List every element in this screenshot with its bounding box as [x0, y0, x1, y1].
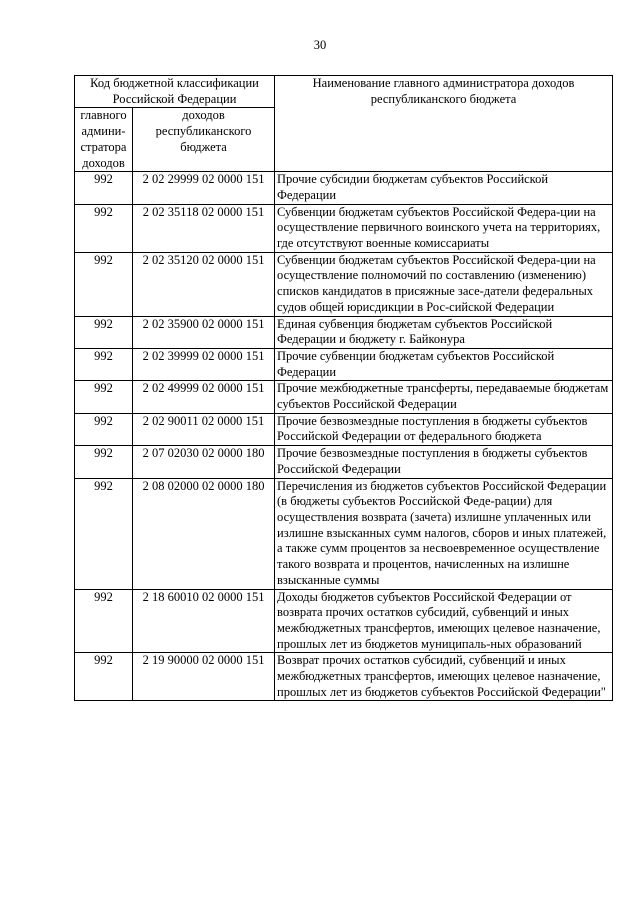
table-body	[75, 172, 613, 701]
cell-revenue-code: 2 02 39999 02 0000 151	[133, 348, 275, 380]
table-row	[75, 252, 613, 316]
table-header-row	[75, 76, 613, 108]
header-main-administrator: главного админи-стратора доходов	[75, 108, 133, 172]
cell-revenue-code: 2 02 90011 02 0000 151	[133, 413, 275, 445]
cell-revenue-code: 2 19 90000 02 0000 151	[133, 653, 275, 701]
cell-revenue-code: 2 02 35900 02 0000 151	[133, 316, 275, 348]
cell-revenue-name: Субвенции бюджетам субъектов Российской Федера-ции на осуществление первичного воинского учета на территориях, где отсутствуют военные комиссариаты	[275, 204, 613, 252]
cell-admin-code: 992	[75, 653, 133, 701]
table-header	[75, 76, 613, 172]
cell-admin-code: 992	[75, 589, 133, 653]
cell-revenue-code: 2 02 35120 02 0000 151	[133, 252, 275, 316]
header-administrator-name: Наименование главного администратора доходов республиканского бюджета	[275, 76, 613, 172]
cell-revenue-name: Прочие безвозмездные поступления в бюджеты субъектов Российской Федерации	[275, 446, 613, 478]
table-row	[75, 478, 613, 589]
page-number: 30	[313, 38, 327, 52]
table-row	[75, 653, 613, 701]
table-row	[75, 204, 613, 252]
cell-revenue-code: 2 07 02030 02 0000 180	[133, 446, 275, 478]
cell-revenue-name: Единая субвенция бюджетам субъектов Российской Федерации и бюджету г. Байконура	[275, 316, 613, 348]
cell-admin-code: 992	[75, 204, 133, 252]
cell-revenue-code: 2 02 29999 02 0000 151	[133, 172, 275, 204]
cell-admin-code: 992	[75, 252, 133, 316]
table-row	[75, 316, 613, 348]
table-row	[75, 172, 613, 204]
cell-revenue-code: 2 02 35118 02 0000 151	[133, 204, 275, 252]
cell-revenue-name: Перечисления из бюджетов субъектов Российской Федерации (в бюджеты субъектов Российской Феде-рации) для осуществления возврата (зачета) излишне уплаченных или излишне взысканных сумм налогов, сборов и иных платежей, а также сумм процентов за несвоевременное осуществление такого возврата и процентов, начисленных на излишне взысканные суммы	[275, 478, 613, 589]
cell-revenue-name: Возврат прочих остатков субсидий, субвенций и иных межбюджетных трансфертов, имеющих целевое назначение, прошлых лет из бюджетов субъектов Российской Федерации"	[275, 653, 613, 701]
budget-classification-table	[74, 75, 613, 701]
header-classification-code: Код бюджетной классификации Российской Федерации	[75, 76, 275, 108]
table-row	[75, 446, 613, 478]
cell-revenue-code: 2 18 60010 02 0000 151	[133, 589, 275, 653]
table-row	[75, 413, 613, 445]
cell-revenue-name: Прочие безвозмездные поступления в бюджеты субъектов Российской Федерации от федерального бюджета	[275, 413, 613, 445]
cell-revenue-code: 2 08 02000 02 0000 180	[133, 478, 275, 589]
cell-admin-code: 992	[75, 172, 133, 204]
cell-revenue-name: Прочие межбюджетные трансферты, передаваемые бюджетам субъектов Российской Федерации	[275, 381, 613, 413]
cell-revenue-name: Доходы бюджетов субъектов Российской Федерации от возврата прочих остатков субсидий, субвенций и иных межбюджетных трансфертов, имеющих целевое назначение, прошлых лет из бюджетов муниципаль-ных образований	[275, 589, 613, 653]
header-revenue-code: доходов республиканского бюджета	[133, 108, 275, 172]
table-row	[75, 348, 613, 380]
cell-admin-code: 992	[75, 413, 133, 445]
cell-admin-code: 992	[75, 316, 133, 348]
cell-revenue-name: Прочие субвенции бюджетам субъектов Российской Федерации	[275, 348, 613, 380]
cell-admin-code: 992	[75, 478, 133, 589]
cell-admin-code: 992	[75, 348, 133, 380]
table-row	[75, 381, 613, 413]
table-row	[75, 589, 613, 653]
cell-revenue-name: Субвенции бюджетам субъектов Российской Федера-ции на осуществление полномочий по составлению (изменению) списков кандидатов в присяжные засе-датели федеральных судов общей юрисдикции в Рос-сийской Федерации	[275, 252, 613, 316]
cell-revenue-name: Прочие субсидии бюджетам субъектов Российской Федерации	[275, 172, 613, 204]
cell-revenue-code: 2 02 49999 02 0000 151	[133, 381, 275, 413]
cell-admin-code: 992	[75, 446, 133, 478]
cell-admin-code: 992	[75, 381, 133, 413]
